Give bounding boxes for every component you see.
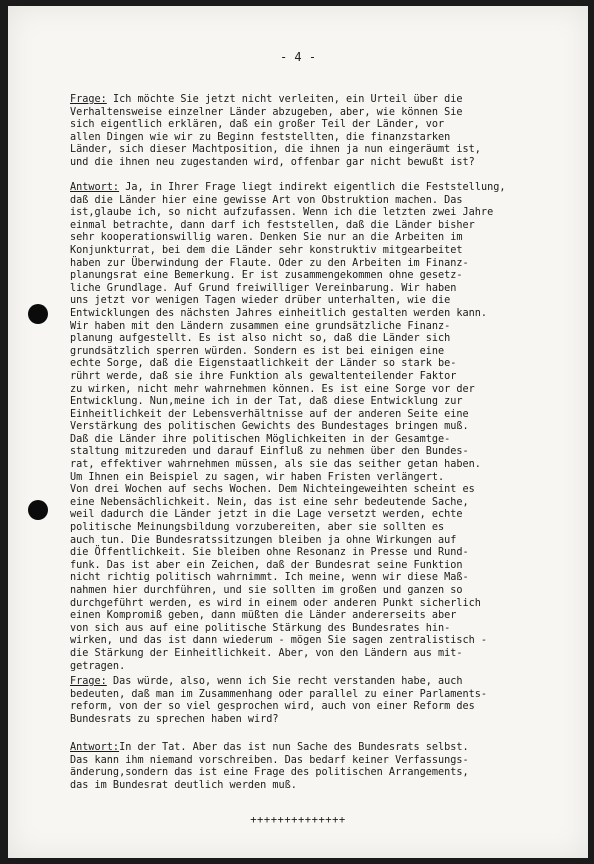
page-number: - 4 - <box>279 50 317 64</box>
speaker-label: Antwort: <box>70 182 120 193</box>
text-line: nicht richtig politisch wahrnimmt. Ich meine, wenn wir diese Maß- <box>70 572 469 584</box>
text-line: Verstärkung des politischen Gewichts des Bundestages bringen muß. <box>70 421 469 433</box>
text-line: die Öffentlichkeit. Sie bleiben ohne Resonanz in Presse und Rund- <box>70 547 469 559</box>
text-line: und die ihnen neu zugestanden wird, offenbar gar nicht bewußt ist? <box>70 156 475 168</box>
text-line: änderung,sondern das ist eine Frage des politischen Arrangements, <box>70 767 469 779</box>
text-line: zu wirken, nicht mehr wahrnehmen können. Es ist eine Sorge vor der <box>70 383 475 395</box>
text-line: echte Sorge, daß die Eigenstaatlichkeit der Länder so stark be- <box>70 358 457 370</box>
text-line: funk. Das ist aber ein Zeichen, daß der Bundesrat seine Funktion <box>70 559 463 571</box>
text-line: Verhaltensweise einzelner Länder abzugeben, aber, wie können Sie <box>70 106 463 118</box>
text-line: haben zur Überwindung der Flaute. Oder zu den Arbeiten im Finanz- <box>70 257 469 269</box>
text-line: grundsätzlich sperren würden. Sondern es ist bei einigen eine <box>70 345 445 357</box>
text-line: weil dadurch die Länder jetzt in die Lage versetzt werden, echte <box>70 509 463 521</box>
text-line: Konjunkturrat, bei dem die Länder sehr konstruktiv mitgearbeitet <box>70 244 463 256</box>
text-line: allen Dingen wie wir zu Beginn feststellten, die finanzstarken <box>70 131 451 143</box>
document-page <box>8 6 588 858</box>
text-line: auch tun. Die Bundesratssitzungen bleiben ja ohne Wirkungen auf <box>70 534 457 546</box>
text-line: Wir haben mit den Ländern zusammen eine grundsätzliche Finanz- <box>70 320 451 332</box>
text-line: einmal betrachte, dann darf ich feststellen, daß die Länder bisher <box>70 219 475 231</box>
text-line: getragen. <box>70 660 126 672</box>
question-block-2 <box>70 676 570 726</box>
text-line: durchgeführt werden, es wird in einem oder anderen Punkt sicherlich <box>70 597 481 609</box>
text-line: die Stärkung der Einheitlichkeit. Aber, von den Ländern aus mit- <box>70 647 463 659</box>
text-line: Einheitlichkeit der Lebensverhältnisse auf der anderen Seite eine <box>70 408 469 420</box>
text-line: uns jetzt vor wenigen Tagen wieder drüber unterhalten, wie die <box>70 295 451 307</box>
text-line: Entwicklungen des nächsten Jahres einheitlich gestalten werden kann. <box>70 307 488 319</box>
text-line: sehr kooperationswillig waren. Denken Sie nur an die Arbeiten im <box>70 232 463 244</box>
text-line: Antwort:In der Tat. Aber das ist nun Sache des Bundesrats selbst. <box>70 742 469 753</box>
speaker-label: Frage: <box>70 676 107 687</box>
text-line: wirken, und das ist dann wiederum - mögen Sie sagen zentralistisch - <box>70 635 488 647</box>
text-line: Entwicklung. Nun,meine ich in der Tat, daß diese Entwicklung zur <box>70 396 463 408</box>
end-of-text-mark: ++++++++++++++ <box>250 814 346 826</box>
text-line: Um Ihnen ein Beispiel zu sagen, wir haben Fristen verlängert. <box>70 471 445 483</box>
question-block-1 <box>70 94 570 170</box>
text-line: bedeuten, daß man im Zusammenhang oder parallel zu einer Parlaments- <box>70 688 488 700</box>
text-line: planungsrat eine Bemerkung. Er ist zusammengekommen ohne gesetz- <box>70 270 463 282</box>
text-line: Antwort: Ja, in Ihrer Frage liegt indirekt eigentlich die Feststellung, <box>70 182 506 193</box>
speaker-label: Antwort: <box>70 742 120 753</box>
text-line: liche Grundlage. Auf Grund freiwilliger Vereinbarung. Wir haben <box>70 282 457 294</box>
text-line: nahmen hier durchführen, und sie sollten im großen und ganzen so <box>70 585 463 596</box>
text-line: reform, von der so viel gesprochen wird, auch von einer Reform des <box>70 701 475 713</box>
text-line: das im Bundesrat deutlich werden muß. <box>70 779 297 791</box>
text-line: daß die Länder hier eine gewisse Art von Obstruktion machen. Das <box>70 194 463 206</box>
text-line: sich eigentlich erklären, daß ein großer Teil der Länder, vor <box>70 119 445 131</box>
text-line: Das kann ihm niemand vorschreiben. Das bedarf keiner Verfassungs- <box>70 754 469 766</box>
text-line: rührt werde, daß sie ihre Funktion als gewaltenteilender Faktor <box>70 370 457 382</box>
text-line: politische Meinungsbildung vorzubereiten, aber sie sollten es <box>70 522 445 534</box>
text-line: eine Nebensächlichkeit. Nein, das ist eine sehr bedeutende Sache, <box>70 496 469 508</box>
text-line: staltung mitzureden und darauf Einfluß zu nehmen über den Bundes- <box>70 446 469 458</box>
text-line: Frage: Ich möchte Sie jetzt nicht verleiten, ein Urteil über die <box>70 94 463 105</box>
text-line: einen Kompromiß geben, dann müßten die Länder andererseits aber <box>70 610 457 622</box>
text-line: Länder, sich dieser Machtposition, die ihnen ja nun eingeräumt ist, <box>70 144 481 156</box>
text-line: planung aufgestellt. Es ist also nicht so, daß die Länder sich <box>70 333 451 345</box>
speaker-label: Frage: <box>70 94 107 105</box>
text-line: Bundesrats zu sprechen haben wird? <box>70 713 279 725</box>
text-line: ist,glaube ich, so nicht aufzufassen. Wenn ich die letzten zwei Jahre <box>70 207 494 219</box>
text-line: rat, effektiver wahrnehmen müssen, als sie das seither getan haben. <box>70 459 481 471</box>
answer-block-2 <box>70 742 570 792</box>
text-line: von sich aus auf eine politische Stärkung des Bundesrates hin- <box>70 622 451 634</box>
text-line: Von drei Wochen auf sechs Wochen. Dem Nichteingeweihten scheint es <box>70 484 475 496</box>
punch-hole-bottom <box>28 500 48 520</box>
punch-hole-top <box>28 304 48 324</box>
text-line: Frage: Das würde, also, wenn ich Sie recht verstanden habe, auch <box>70 676 463 687</box>
text-line: Daß die Länder ihre politischen Möglichkeiten in der Gesamtge- <box>70 433 451 445</box>
answer-block-1 <box>70 182 570 673</box>
